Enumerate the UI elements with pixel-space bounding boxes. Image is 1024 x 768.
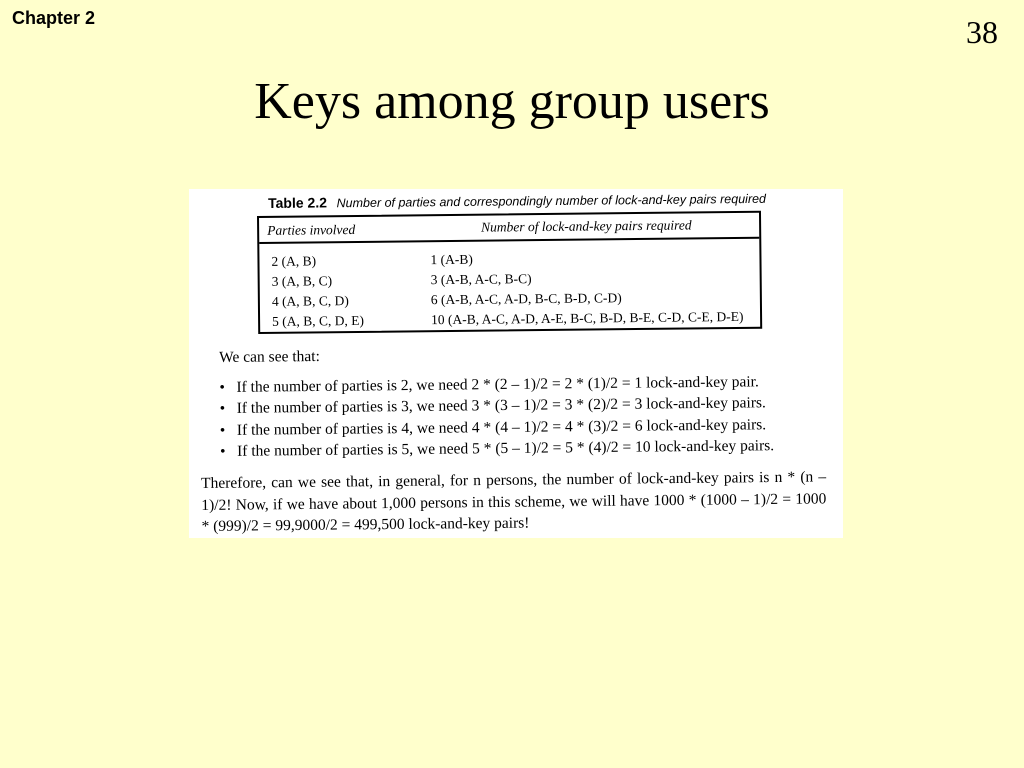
table-caption <box>268 189 828 211</box>
bullet-icon: • <box>219 399 226 417</box>
scanned-textbook-excerpt <box>189 189 843 538</box>
table-header <box>259 213 759 244</box>
cell-parties: 3 (A, B, C) <box>271 273 333 289</box>
bullet-text: If the number of parties is 5, we need 5 * (5 – 1)/2 = 5 * (4)/2 = 10 lock-and-key pairs. <box>237 437 775 460</box>
table-description: Number of parties and correspondingly number of lock-and-key pairs required <box>336 191 767 211</box>
cell-pairs: 3 (A-B, A-C, B-C) <box>430 271 532 288</box>
column-header-parties: Parties involved <box>267 221 356 238</box>
bullet-icon: • <box>219 378 225 396</box>
column-header-pairs: Number of lock-and-key pairs required <box>481 217 692 235</box>
intro-text: We can see that: <box>219 347 320 366</box>
bullet-list <box>219 370 830 462</box>
cell-parties: 5 (A, B, C, D, E) <box>272 312 365 329</box>
bullet-icon: • <box>219 421 226 439</box>
table-label: Table 2.2 <box>268 194 328 211</box>
lock-key-pairs-table <box>257 211 762 334</box>
bullet-icon: • <box>220 442 226 460</box>
slide-title: Keys among group users <box>254 73 770 130</box>
cell-parties: 2 (A, B) <box>271 253 317 269</box>
conclusion-text: Therefore, can we see that, in general, for n persons, the number of lock-and-key pairs is n * (n – 1)/2! Now, if we have about 1,000 persons in this scheme, we will have 1000 * (1000 – 1)/2 = 1000 * (999)/2 = 99,9000/2 = 499,500 lock-and-key pairs! <box>201 468 827 535</box>
cell-pairs: 1 (A-B) <box>430 251 473 268</box>
bullet-text: If the number of parties is 2, we need 2 * (2 – 1)/2 = 2 * (1)/2 = 1 lock-and-key pair. <box>236 372 759 396</box>
bullet-text: If the number of parties is 3, we need 3 * (3 – 1)/2 = 3 * (2)/2 = 3 lock-and-key pairs. <box>236 394 766 417</box>
cell-parties: 4 (A, B, C, D) <box>271 293 349 309</box>
cell-pairs: 10 (A-B, A-C, A-D, A-E, B-C, B-D, B-E, C-D, C-E, D-E) <box>431 308 744 328</box>
bullet-text: If the number of parties is 4, we need 4 * (4 – 1)/2 = 4 * (3)/2 = 6 lock-and-key pairs. <box>236 415 767 439</box>
slide-number: 38 <box>966 14 998 50</box>
table-row <box>260 309 760 334</box>
explanation-text <box>219 341 830 463</box>
chapter-label: Chapter 2 <box>12 8 96 28</box>
cell-pairs: 6 (A-B, A-C, A-D, B-C, B-D, C-D) <box>430 290 622 308</box>
